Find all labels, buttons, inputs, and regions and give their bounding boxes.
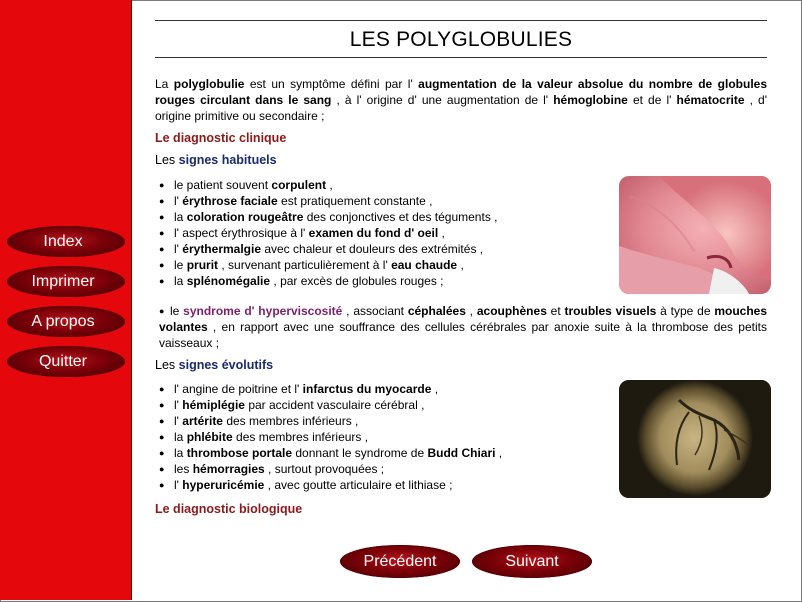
next-label: Suivant xyxy=(505,552,559,570)
quit-label: Quitter xyxy=(38,352,87,370)
next-button[interactable] xyxy=(472,545,592,578)
list-item: ● la splénomégalie , par excès de globules rouges ; xyxy=(159,273,497,289)
list-item: ● l' érythrose faciale est pratiquement constante , xyxy=(159,193,497,209)
evolutive-signs-list xyxy=(159,381,502,493)
list-item: ● l' hyperuricémie , avec goutte articulaire et lithiase ; xyxy=(159,477,502,493)
previous-button[interactable] xyxy=(340,545,460,578)
list-item: ● le patient souvent corpulent , xyxy=(159,177,497,193)
index-label: Index xyxy=(43,232,83,250)
title-divider xyxy=(155,57,767,58)
angiography-photo xyxy=(619,380,771,498)
list-item: ● la coloration rougeâtre des conjonctives et des téguments , xyxy=(159,209,497,225)
list-item: ● le prurit , survenant particulièrement à l' eau chaude , xyxy=(159,257,497,273)
list-item: ● l' érythermalgie avec chaleur et douleurs des extrémités , xyxy=(159,241,497,257)
list-item: ● les hémorragies , surtout provoquées ; xyxy=(159,461,502,477)
list-item: ● l' hémiplégie par accident vasculaire cérébral , xyxy=(159,397,502,413)
biological-heading: Le diagnostic biologique xyxy=(155,502,303,516)
list-item: ● la thrombose portale donnant le syndrome de Budd Chiari , xyxy=(159,445,502,461)
list-item: ● la phlébite des membres inférieurs , xyxy=(159,429,502,445)
previous-label: Précédent xyxy=(363,552,437,570)
clinical-heading: Le diagnostic clinique xyxy=(155,131,287,145)
index-button[interactable] xyxy=(7,226,125,257)
top-divider xyxy=(155,20,767,21)
list-item: ● l' angine de poitrine et l' infarctus du myocarde , xyxy=(159,381,502,397)
list-item: ● l' aspect érythrosique à l' examen du fond d' oeil , xyxy=(159,225,497,241)
print-button[interactable] xyxy=(7,266,125,297)
page-title: LES POLYGLOBULIES xyxy=(349,28,573,51)
hyperviscosity-paragraph: ● le syndrome d' hyperviscosité , associant céphalées , acouphènes et troubles visuels à type de mouches volantes , en rapport avec une souffrance des cellules cérébrales par anoxie suite à la thrombose des petits vaisseaux ; xyxy=(159,304,767,350)
quit-button[interactable] xyxy=(7,346,125,377)
sidebar xyxy=(0,0,132,600)
print-label: Imprimer xyxy=(31,272,95,290)
intro-paragraph: La polyglobulie est un symptôme défini par l' augmentation de la valeur absolue du nombre de globules rouges circulant dans le sang , à l' origine d' une augmentation de l' hémoglobine et de l' hématocrite , d' origine primitive ou secondaire ; xyxy=(155,77,768,123)
usual-signs-list xyxy=(159,177,497,289)
usual-signs-heading: Les signes habituels xyxy=(155,153,277,167)
about-label: A propos xyxy=(31,312,95,330)
list-item: ● l' artérite des membres inférieurs , xyxy=(159,413,502,429)
about-button[interactable] xyxy=(7,306,125,337)
face-photo xyxy=(619,176,771,294)
evolutive-signs-heading: Les signes évolutifs xyxy=(155,358,274,372)
